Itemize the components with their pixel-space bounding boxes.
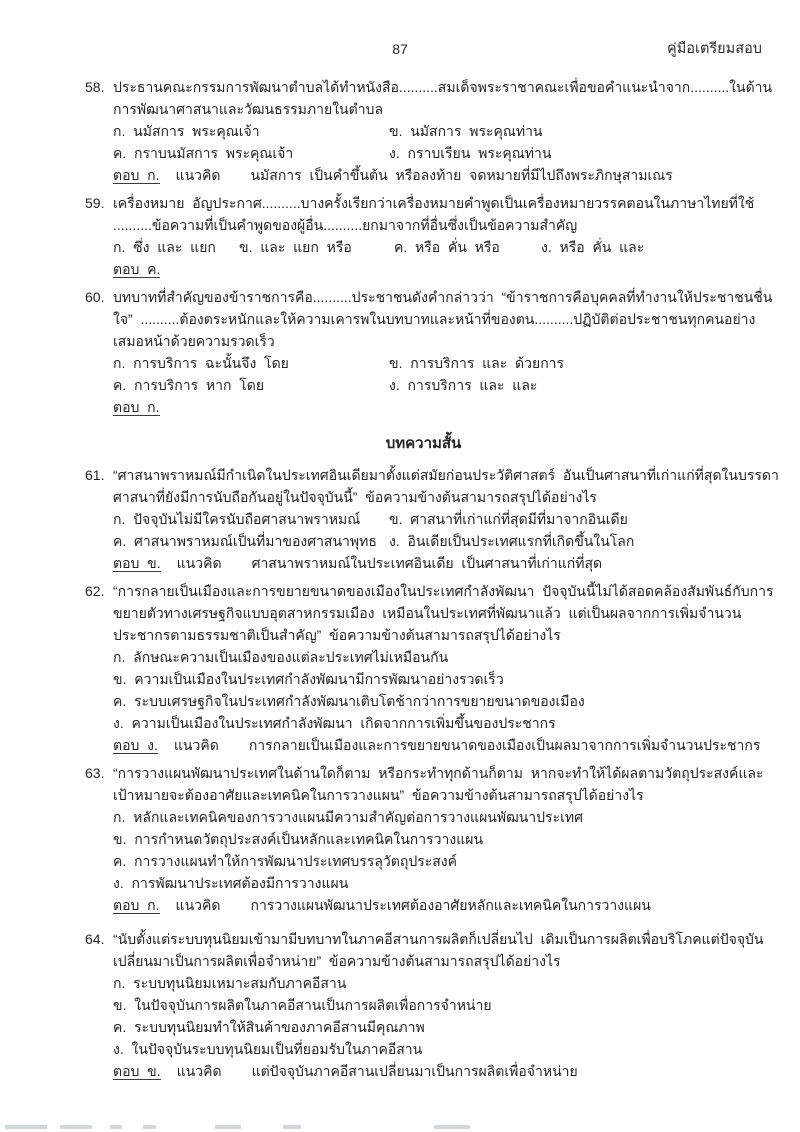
option-d: ง. การบริการ และ และ	[389, 377, 538, 393]
answer-line	[85, 164, 762, 186]
question-number: 61.	[85, 467, 105, 483]
options-row	[85, 530, 762, 552]
question-60	[85, 286, 773, 418]
option-c: ค. การวางแผนทำให้การพัฒนาประเทศบรรลุวัตถุประสงค์	[113, 853, 457, 869]
question-text: เครื่องหมาย อัญประกาศ..........บางครั้งเรียกว่าเครื่องหมายคำพูดเป็นเครื่องหมายวรรคตอนในภาษาไทยที่ใช้	[113, 195, 755, 211]
option-d: ง. ในปัจจุบันระบบทุนนิยมเป็นที่ยอมรับในภาคอีสาน	[113, 1041, 423, 1057]
options-row	[85, 236, 762, 258]
page-number: 87	[392, 41, 408, 57]
answer-label: ตอบ ข.	[113, 555, 161, 571]
option-a: ก. ซึ่ง และ แยก	[113, 239, 216, 255]
answer-line	[85, 396, 762, 418]
question-text: “ศาสนาพราหมณ์มีกำเนิดในประเทศอินเดียมาตั้งแต่สมัยก่อนประวัติศาสตร์ อันเป็นศาสนาที่เก่าแก่ที่สุดในบรรดา	[113, 467, 779, 483]
answer-line	[85, 258, 762, 280]
answer-explanation: แต่ปัจจุบันภาคอีสานเปลี่ยนมาเป็นการผลิตเพื่อจำหน่าย	[251, 1063, 578, 1079]
option-c: ค. ระบบเศรษฐกิจในประเทศกำลังพัฒนาเติบโตช้ากว่าการขยายขนาดของเมือง	[113, 693, 585, 709]
question-line: เสมอหน้าด้วยความรวดเร็ว	[113, 333, 275, 349]
option-d: ง. กราบเรียน พระคุณท่าน	[389, 145, 552, 161]
book-title: คู่มือเตรียมสอบ	[667, 41, 762, 57]
question-59	[85, 192, 762, 280]
answer-label: ตอบ ก.	[113, 399, 160, 415]
option-a: ก. ลักษณะความเป็นเมืองของแต่ละประเทศไม่เหมือนกัน	[113, 649, 449, 665]
answer-label: ตอบ ก.	[113, 897, 160, 913]
answer-line	[85, 734, 762, 756]
option-d: ง. หรือ คั่น และ	[541, 239, 645, 255]
option-a: ก. หลักและเทคนิคของการวางแผนมีความสำคัญต่อการวางแผนพัฒนาประเทศ	[113, 809, 583, 825]
options-row	[85, 374, 762, 396]
question-line: ใจ” ..........ต้องตระหนักและให้ความเคารพในบทบาทและหน้าที่ของตน..........ปฏิบัติต่อประชาชนทุกคนอย่าง	[113, 311, 756, 327]
option-b: ข. และ แยก หรือ	[239, 239, 352, 255]
scan-artifact	[110, 1125, 122, 1129]
question-number: 62.	[85, 583, 105, 599]
question-text: “นับตั้งแต่ระบบทุนนิยมเข้ามามีบทบาทในภาคอีสานการผลิตก็เปลี่ยนไป เดิมเป็นการผลิตเพื่อบริโภคแต่ปัจจุบัน	[113, 931, 764, 947]
question-line: เปลี่ยนมาเป็นการผลิตเพื่อจำหน่าย” ข้อความข้างต้นสามารถสรุปได้อย่างไร	[113, 953, 561, 969]
scan-artifact	[215, 1125, 241, 1129]
answer-explanation: การวางแผนพัฒนาประเทศต้องอาศัยหลักและเทคนิคในการวางแผน	[250, 897, 651, 913]
question-62	[85, 580, 774, 756]
concept-label: แนวคิด	[175, 167, 221, 183]
option-a: ก. นมัสการ พระคุณเจ้า	[113, 123, 260, 139]
answer-line	[85, 894, 762, 916]
option-c: ค. กราบนมัสการ พระคุณเจ้า	[113, 145, 294, 161]
question-text: “การกลายเป็นเมืองและการขยายขนาดของเมืองในประเทศกำลังพัฒนา ปัจจุบันนี้ไม่ได้สอดคล้องสัมพันธ์กับการ	[113, 583, 774, 599]
option-c: ค. ศาสนาพราหมณ์เป็นที่มาของศาสนาพุทธ	[113, 533, 377, 549]
options-row	[85, 120, 762, 142]
option-d: ง. การพัฒนาประเทศต้องมีการวางแผน	[113, 875, 349, 891]
answer-label: ตอบ ก.	[113, 167, 160, 183]
answer-label: ตอบ ค.	[113, 261, 161, 277]
question-text: “การวางแผนพัฒนาประเทศในด้านใดก็ตาม หรือกระทำทุกด้านก็ตาม หากจะทำให้ได้ผลตามวัตถุประสงค์และ	[113, 765, 764, 781]
question-line: การพัฒนาศาสนาและวัฒนธรรมภายในตำบล	[113, 101, 384, 117]
option-b: ข. ศาสนาที่เก่าแก่ที่สุดมีที่มาจากอินเดีย	[389, 511, 628, 527]
question-63	[85, 762, 762, 916]
answer-line	[85, 1060, 762, 1082]
question-text: ประธานคณะกรรมการพัฒนาตำบลได้ทำหนังสือ..........สมเด็จพระราชาคณะเพื่อขอคำแนะนำจาก..........ในด้าน	[113, 79, 773, 95]
concept-label: แนวคิด	[176, 555, 222, 571]
question-line	[85, 286, 773, 308]
option-a: ก. การบริการ ฉะนั้นจึง โดย	[113, 355, 289, 371]
option-a: ก. ปัจจุบันไม่มีใครนับถือศาสนาพราหมณ์	[113, 511, 361, 527]
concept-label: แนวคิด	[173, 737, 219, 753]
question-text: บทบาทที่สำคัญของข้าราชการคือ..........ประชาชนดังคำกล่าวว่า “ข้าราชการคือบุคคลที่ทำงานให้ประชาชนชื่น	[113, 289, 773, 305]
question-line	[85, 464, 779, 486]
question-line	[85, 76, 773, 98]
scan-artifact	[283, 1125, 301, 1129]
option-a: ก. ระบบทุนนิยมเหมาะสมกับภาคอีสาน	[113, 975, 347, 991]
question-number: 64.	[85, 931, 105, 947]
scan-artifact	[5, 1125, 47, 1129]
question-line: ขยายตัวทางเศรษฐกิจแบบอุตสาหกรรมเมือง เหมือนในประเทศที่พัฒนาแล้ว แต่เป็นผลจากการเพิ่มจำนวน	[113, 605, 742, 621]
scan-artifact	[60, 1125, 92, 1129]
question-line	[85, 192, 762, 214]
option-b: ข. การกำหนดวัตถุประสงค์เป็นหลักและเทคนิคในการวางแผน	[113, 831, 484, 847]
answer-explanation: ศาสนาพราหมณ์ในประเทศอินเดีย เป็นศาสนาที่เก่าแก่ที่สุด	[251, 555, 603, 571]
option-b: ข. ความเป็นเมืองในประเทศกำลังพัฒนามีการพัฒนาอย่างรวดเร็ว	[113, 671, 504, 687]
option-d: ง. ความเป็นเมืองในประเทศกำลังพัฒนา เกิดจากการเพิ่มขึ้นของประชากร	[113, 715, 556, 731]
answer-label: ตอบ ง.	[113, 737, 158, 753]
answer-explanation: นมัสการ เป็นคำขึ้นต้น หรือลงท้าย จดหมายที่มีไปถึงพระภิกษุสามเณร	[250, 167, 673, 183]
scan-artifact	[143, 1125, 156, 1129]
page-content	[85, 0, 779, 1082]
option-d: ง. อินเดียเป็นประเทศแรกที่เกิดขึ้นในโลก	[389, 533, 635, 549]
question-number: 63.	[85, 765, 105, 781]
question-line	[85, 928, 762, 950]
answer-label: ตอบ ข.	[113, 1063, 161, 1079]
question-line: เป้าหมายจะต้องอาศัยและเทคนิคในการวางแผน” ข้อความข้างต้นสามารถสรุปได้อย่างไร	[113, 787, 644, 803]
question-61	[85, 464, 779, 574]
option-b: ข. ในปัจจุบันการผลิตในภาคอีสานเป็นการผลิตเพื่อการจำหน่าย	[113, 997, 492, 1013]
scan-artifact	[434, 1125, 470, 1129]
option-b: ข. การบริการ และ ด้วยการ	[389, 355, 565, 371]
concept-label: แนวคิด	[175, 897, 221, 913]
question-58	[85, 76, 773, 186]
option-c: ค. ระบบทุนนิยมทำให้สินค้าของภาคอีสานมีคุณภาพ	[113, 1019, 425, 1035]
question-line	[85, 762, 762, 784]
question-line	[85, 580, 774, 602]
question-line: ประชากรตามธรรมชาติเป็นสำคัญ” ข้อความข้างต้นสามารถสรุปได้อย่างไร	[113, 627, 561, 643]
question-line: ..........ข้อความที่เป็นคำพูดของผู้อื่น..........ยกมาจากที่อื่นซึ่งเป็นข้อความสำคัญ	[113, 217, 578, 233]
option-c: ค. การบริการ หาก โดย	[113, 377, 265, 393]
question-number: 60.	[85, 289, 105, 305]
option-c: ค. หรือ คั่น หรือ	[394, 239, 500, 255]
options-row	[85, 508, 762, 530]
option-b: ข. นมัสการ พระคุณท่าน	[389, 123, 543, 139]
concept-label: แนวคิด	[176, 1063, 222, 1079]
answer-explanation: การกลายเป็นเมืองและการขยายขนาดของเมืองเป็นผลมาจากการเพิ่มจำนวนประชากร	[248, 737, 761, 753]
question-64	[85, 928, 762, 1082]
options-row	[85, 142, 762, 164]
section-heading: บทความสั้น	[385, 435, 462, 452]
question-number: 58.	[85, 79, 105, 95]
question-number: 59.	[85, 195, 105, 211]
answer-line	[85, 552, 762, 574]
question-line: ศาสนาที่ยังมีการนับถือกันอยู่ในปัจจุบันนี้” ข้อความข้างต้นสามารถสรุปได้อย่างไร	[113, 489, 597, 505]
options-row	[85, 352, 762, 374]
